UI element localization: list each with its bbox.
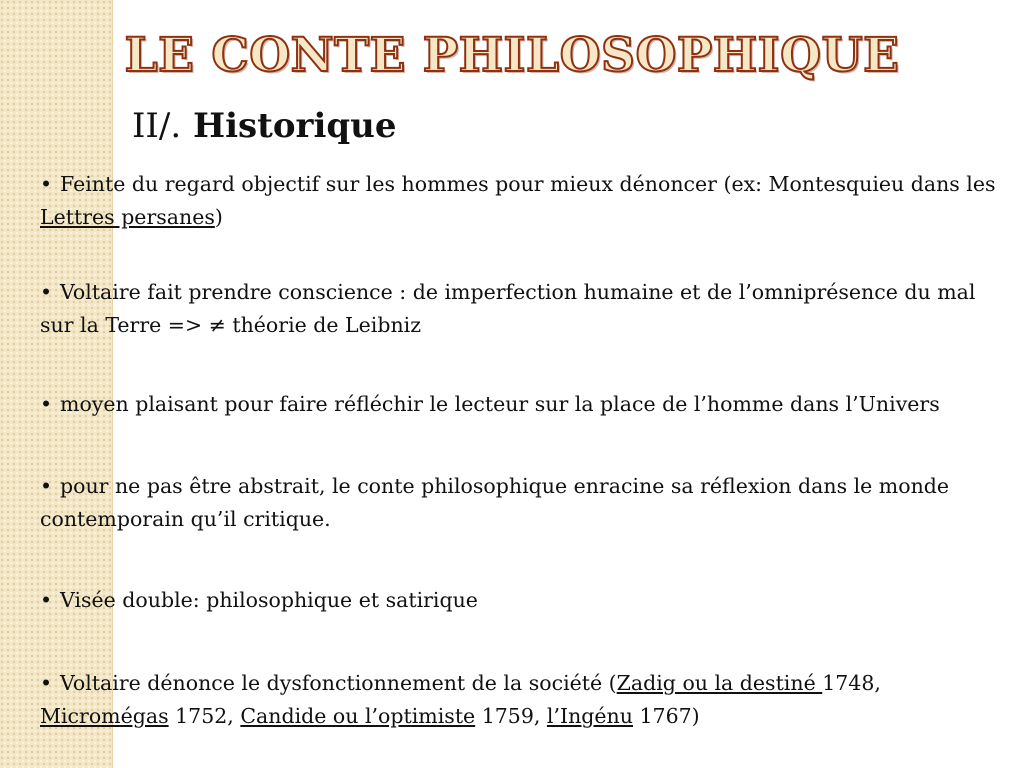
section-title: Historique (192, 106, 397, 146)
bullet-item (40, 470, 1000, 536)
section-heading (132, 106, 397, 146)
bullet-marker: • (40, 280, 53, 304)
decorative-sidebar (0, 0, 112, 768)
work-year: 1752, (168, 704, 241, 728)
bullet-marker: • (40, 588, 53, 612)
sidebar-divider (112, 0, 113, 768)
work-title-lettres-persanes[interactable]: Lettres persanes (40, 205, 215, 229)
work-year: 1759, (475, 704, 547, 728)
work-title-ingenu[interactable]: l’Ingénu (546, 704, 633, 728)
bullet-text: moyen plaisant pour faire réfléchir le lecteur sur la place de l’homme dans l’Univers (60, 392, 940, 416)
bullet-marker: • (40, 172, 53, 196)
work-title-zadig[interactable]: Zadig ou la destiné (616, 671, 823, 695)
bullet-marker: • (40, 392, 53, 416)
bullet-text: Feinte du regard objectif sur les hommes pour mieux dénoncer (ex: Montesquieu dans les (60, 172, 996, 196)
work-year: 1767) (632, 704, 700, 728)
work-year: 1748, (822, 671, 881, 695)
work-title-candide[interactable]: Candide ou l’optimiste (240, 704, 476, 728)
bullet-text-end: ) (214, 205, 223, 229)
bullet-item (40, 388, 1000, 421)
work-title-micromegas[interactable]: Micromégas (40, 704, 169, 728)
bullet-item (40, 168, 1000, 234)
bullet-text: Voltaire fait prendre conscience : de imperfection humaine et de l’omniprésence du mal sur la Terre => ≠ théorie de Leibniz (40, 280, 976, 337)
bullet-item (40, 584, 1000, 617)
bullet-text: Voltaire dénonce le dysfonctionnement de la société ( (60, 671, 617, 695)
bullet-item (40, 276, 1000, 342)
bullet-text: Visée double: philosophique et satirique (60, 588, 478, 612)
bullet-marker: • (40, 474, 53, 498)
bullet-marker: • (40, 671, 53, 695)
bullet-text: pour ne pas être abstrait, le conte philosophique enracine sa réflexion dans le monde contemporain qu’il critique. (40, 474, 950, 531)
bullet-item (40, 667, 1000, 733)
slide-title: LE CONTE PHILOSOPHIQUE (124, 28, 900, 83)
section-number: II/. (132, 106, 182, 146)
